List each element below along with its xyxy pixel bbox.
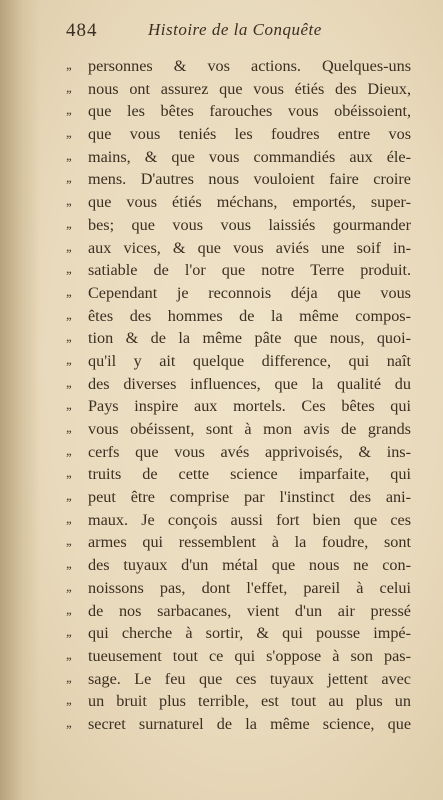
text-line [66,191,411,214]
quotation-mark: ,, [66,262,71,278]
quotation-mark: ,, [66,602,71,618]
text-line [66,418,411,441]
line-text: que vous étiés méchans, emportés, super- [88,193,411,212]
line-text: noissons pas, dont l'effet, pareil à celui [88,578,411,597]
quotation-mark: ,, [66,511,71,527]
quotation-mark: ,, [66,239,71,255]
line-text: mains, & que vous commandiés aux éle- [88,147,411,166]
text-line [66,486,411,509]
quotation-mark: ,, [66,398,71,414]
text-line [66,441,411,464]
quotation-mark: ,, [66,489,71,505]
quotation-mark: ,, [66,715,71,731]
line-text: vous obéissent, sont à mon avis de grands [88,420,411,438]
text-line [66,327,411,350]
quotation-mark: ,, [66,375,71,391]
quotation-mark: ,, [66,148,71,164]
quotation-mark: ,, [66,579,71,595]
text-line [66,622,411,645]
text-line [66,123,411,146]
page-header [66,18,411,42]
quotation-mark: ,, [66,466,71,482]
quotation-mark: ,, [66,216,71,232]
text-line [66,713,411,736]
quotation-mark: ,, [66,194,71,210]
line-text: des diverses influences, que la qualité du [88,374,411,393]
text-line [66,509,411,532]
quotation-mark: ,, [66,330,71,346]
text-line [66,305,411,328]
text-line [66,373,411,396]
text-line [66,282,411,305]
line-text: un bruit plus terrible, est tout au plus un [88,692,411,711]
quotation-mark: ,, [66,421,71,436]
body-text [66,55,411,736]
text-line [66,350,411,373]
line-text: des tuyaux d'un métal que nous ne con- [88,556,411,575]
text-line [66,690,411,713]
quotation-mark: ,, [66,647,71,663]
line-text: sage. Le feu que ces tuyaux jettent avec [88,669,411,688]
line-text: que vous teniés les foudres entre vos [88,125,411,144]
text-line [66,645,411,668]
quotation-mark: ,, [66,352,71,368]
quotation-mark: ,, [66,557,71,573]
line-text: Pays inspire aux mortels. Ces bêtes qui [88,397,411,416]
page-gutter-shadow [0,0,40,800]
quotation-mark: ,, [66,670,71,686]
text-line [66,554,411,577]
text-line [66,531,411,554]
text-line [66,395,411,418]
text-line [66,577,411,600]
line-text: tion & de la même pâte que nous, quoi- [88,329,411,348]
text-line [66,55,411,78]
quotation-mark: ,, [66,534,71,550]
quotation-mark: ,, [66,693,71,709]
line-text: truits de cette science imparfaite, qui [88,465,411,484]
quotation-mark: ,, [66,307,71,323]
page-number: 484 [66,20,98,41]
quotation-mark: ,, [66,625,71,641]
text-line [66,168,411,191]
line-text: que les bêtes farouches vous obéissoient, [88,102,411,121]
line-text: satiable de l'or que notre Terre produit. [88,261,411,280]
line-text: êtes des hommes de la même compos- [88,306,411,325]
text-line [66,214,411,237]
quotation-mark: ,, [66,58,71,73]
line-text: armes qui ressemblent à la foudre, sont [88,533,411,552]
line-text: secret surnaturel de la même science, que [88,714,411,733]
quotation-mark: ,, [66,80,71,96]
running-title: Histoire de la Conquête [148,20,322,39]
line-text: cerfs que vous avés apprivoisés, & ins- [88,442,411,461]
quotation-mark: ,, [66,171,71,187]
line-text: peut être comprise par l'instinct des ani- [88,488,411,507]
text-line [66,237,411,260]
quotation-mark: ,, [66,443,71,459]
line-text: bes; que vous vous laissiés gourmander [88,215,411,234]
text-line [66,600,411,623]
line-text: Cependant je reconnois déja que vous [88,283,411,302]
line-text: aux vices, & que vous aviés une soif in- [88,238,411,257]
text-line [66,668,411,691]
line-text: tueusement tout ce qui s'oppose à son pas- [88,646,411,665]
line-text: de nos sarbacanes, vient d'un air pressé [88,601,411,620]
text-line [66,259,411,282]
text-line [66,463,411,486]
text-line [66,146,411,169]
line-text: qui cherche à sortir, & qui pousse impé- [88,624,411,643]
text-line [66,100,411,123]
line-text: mens. D'autres nous vouloient faire croire [88,170,411,189]
line-text: maux. Je conçois aussi fort bien que ces [88,510,411,529]
line-text: personnes & vos actions. Quelques-uns [88,57,411,75]
quotation-mark: ,, [66,103,71,119]
line-text: qu'il y ait quelque difference, qui naît [88,351,411,370]
quotation-mark: ,, [66,126,71,142]
quotation-mark: ,, [66,284,71,300]
text-line [66,78,411,101]
line-text: nous ont assurez que vous étiés des Dieux, [88,79,411,98]
